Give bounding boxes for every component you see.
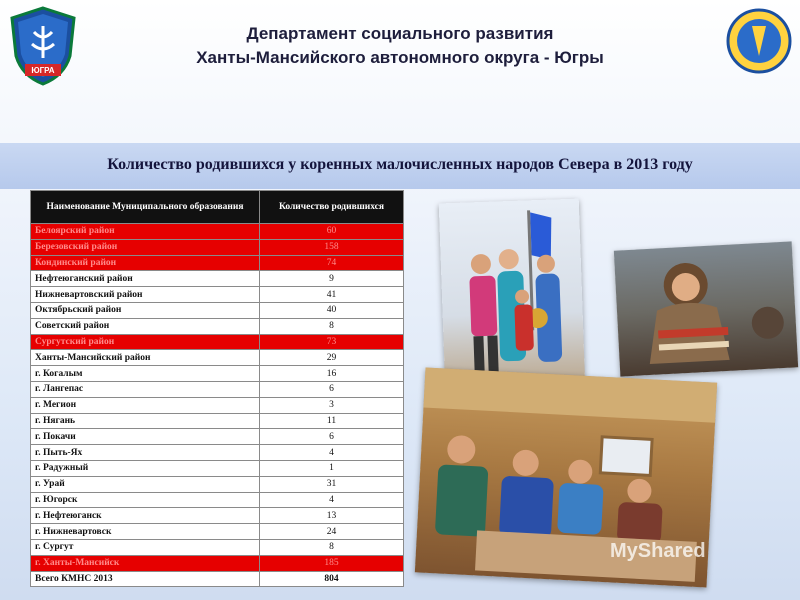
total-row [31, 571, 404, 587]
municipality-name: г. Нефтеюганск [31, 508, 260, 524]
births-count: 1 [260, 460, 404, 476]
emblem-text: ЮГРА [31, 66, 55, 75]
table-row [31, 271, 404, 287]
table-row [31, 287, 404, 303]
births-count: 8 [260, 539, 404, 555]
municipality-name: г. Радужный [31, 460, 260, 476]
page-header [0, 0, 800, 140]
municipality-name: Октябрьский район [31, 302, 260, 318]
table-row [31, 255, 404, 271]
table-row [31, 381, 404, 397]
municipality-name: г. Югорск [31, 492, 260, 508]
total-count: 804 [260, 571, 404, 587]
births-count: 29 [260, 350, 404, 366]
table-row [31, 492, 404, 508]
yugra-emblem-icon [8, 6, 78, 86]
municipality-name: Советский район [31, 318, 260, 334]
births-table [30, 190, 404, 587]
table-row [31, 539, 404, 555]
municipality-name: г. Ханты-Мансийск [31, 555, 260, 571]
photo-child-in-fur [614, 241, 798, 376]
table-row [31, 318, 404, 334]
municipality-name: г. Когалым [31, 366, 260, 382]
photo-official-family [439, 199, 585, 392]
table-row [31, 445, 404, 461]
title-banner [0, 143, 800, 189]
births-count: 73 [260, 334, 404, 350]
table-row [31, 302, 404, 318]
births-count: 31 [260, 476, 404, 492]
watermark-text: MyShared [610, 540, 706, 562]
table-row [31, 476, 404, 492]
table-row [31, 224, 404, 240]
births-count: 4 [260, 492, 404, 508]
table-row [31, 555, 404, 571]
table-header-row [31, 191, 404, 224]
municipality-name: г. Лангепас [31, 381, 260, 397]
table-row [31, 413, 404, 429]
table-row [31, 334, 404, 350]
department-title [120, 22, 680, 70]
table-row [31, 350, 404, 366]
births-count: 158 [260, 239, 404, 255]
municipality-name: Нижневартовский район [31, 287, 260, 303]
table-row [31, 397, 404, 413]
municipality-name: г. Урай [31, 476, 260, 492]
table-row [31, 239, 404, 255]
births-count: 11 [260, 413, 404, 429]
births-count: 24 [260, 524, 404, 540]
births-count: 40 [260, 302, 404, 318]
table-row [31, 460, 404, 476]
births-count: 60 [260, 224, 404, 240]
municipality-name: г. Мегион [31, 397, 260, 413]
municipality-name: г. Нижневартовск [31, 524, 260, 540]
header-births: Количество родившихся [260, 191, 404, 224]
municipality-name: Ханты-Мансийский район [31, 350, 260, 366]
title-line-1: Департамент социального развития [246, 24, 554, 43]
births-count: 185 [260, 555, 404, 571]
births-count: 8 [260, 318, 404, 334]
table-row [31, 524, 404, 540]
births-count: 6 [260, 381, 404, 397]
municipality-name: Белоярский район [31, 224, 260, 240]
births-count: 41 [260, 287, 404, 303]
title-line-2: Ханты-Мансийского автономного округа - Югры [196, 48, 604, 67]
banner-title: Количество родившихся у коренных малочисленных народов Севера в 2013 году [107, 156, 693, 173]
municipality-name: г. Покачи [31, 429, 260, 445]
births-count: 13 [260, 508, 404, 524]
births-count: 3 [260, 397, 404, 413]
header-municipality: Наименование Муниципального образования [31, 191, 260, 224]
births-count: 4 [260, 445, 404, 461]
municipality-name: Кондинский район [31, 255, 260, 271]
births-count: 74 [260, 255, 404, 271]
table-row [31, 429, 404, 445]
table-row [31, 508, 404, 524]
municipality-name: г. Пыть-Ях [31, 445, 260, 461]
municipality-name: Нефтеюганский район [31, 271, 260, 287]
municipality-name: Березовский район [31, 239, 260, 255]
births-count: 9 [260, 271, 404, 287]
total-label: Всего КМНС 2013 [31, 571, 260, 587]
table-row [31, 366, 404, 382]
social-protection-logo-icon [726, 8, 792, 74]
municipality-name: г. Нягань [31, 413, 260, 429]
births-count: 6 [260, 429, 404, 445]
births-count: 16 [260, 366, 404, 382]
municipality-name: Сургутский район [31, 334, 260, 350]
municipality-name: г. Сургут [31, 539, 260, 555]
